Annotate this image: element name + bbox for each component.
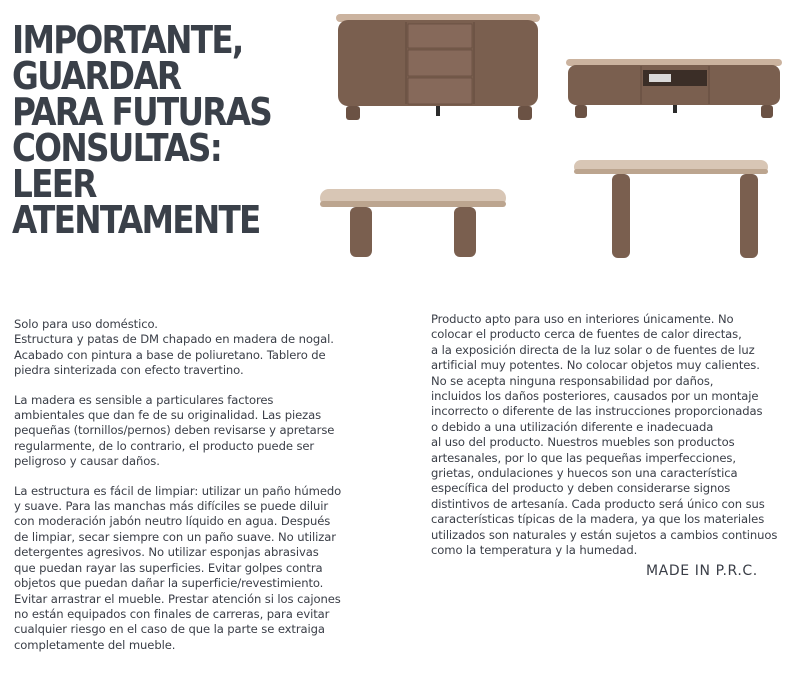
made-in-label: MADE IN P.R.C. bbox=[646, 563, 758, 579]
paragraph-wood bbox=[14, 393, 384, 470]
text-line: al uso del producto. Nuestros muebles son productos bbox=[431, 435, 735, 450]
text-line: utilizados son naturales y están sujetos a cambios continuos bbox=[431, 527, 778, 542]
title-line: PARA FUTURAS bbox=[12, 90, 272, 134]
console-table-image bbox=[572, 158, 770, 262]
text-line: que puedan rayar las superficies. Evitar golpes contra bbox=[14, 560, 323, 575]
text-line: no están equipados con finales de carreras, para evitar bbox=[14, 606, 330, 621]
text-line: regularmente, de lo contrario, el producto puede ser bbox=[14, 438, 315, 453]
text-line: incluidos los daños posteriores, causados por un montaje bbox=[431, 389, 759, 404]
paragraph-cleaning bbox=[14, 484, 384, 653]
text-line: incorrecto o diferente de las instrucciones proporcionadas bbox=[431, 404, 763, 419]
text-line: Solo para uso doméstico. bbox=[14, 317, 158, 331]
sideboard-image bbox=[334, 12, 544, 124]
coffee-table-image bbox=[318, 187, 508, 259]
text-line: piedra sinterizada con efecto travertino. bbox=[14, 363, 244, 378]
title-line: GUARDAR bbox=[12, 54, 181, 98]
text-line: Evitar arrastrar el mueble. Prestar atención si los cajones bbox=[14, 591, 341, 606]
title-line: CONSULTAS: bbox=[12, 126, 222, 170]
text-line: peligroso y causar daños. bbox=[14, 454, 160, 469]
text-line: detergentes agresivos. No utilizar esponjas abrasivas bbox=[14, 545, 319, 560]
text-line: específica del producto y deben considerarse signos bbox=[431, 481, 731, 496]
text-line: La madera es sensible a particulares factores bbox=[14, 392, 274, 407]
text-line: de limpiar, secar siempre con un paño suave. No utilizar bbox=[14, 529, 336, 544]
text-line: pequeñas (tornillos/pernos) deben revisarse y apretarse bbox=[14, 423, 335, 438]
title-line: IMPORTANTE, bbox=[12, 18, 243, 62]
paragraph-usage bbox=[14, 317, 384, 379]
title-line: LEER bbox=[12, 162, 96, 206]
text-line: colocar el producto cerca de fuentes de calor directas, bbox=[431, 327, 742, 342]
warning-title bbox=[12, 18, 312, 242]
text-line: completamente del mueble. bbox=[14, 637, 176, 652]
text-line: a la exposición directa de la luz solar o de fuentes de luz bbox=[431, 342, 755, 357]
text-line: La estructura es fácil de limpiar: utilizar un paño húmedo bbox=[14, 483, 342, 498]
text-line: y suave. Para las manchas más difíciles se puede diluir bbox=[14, 499, 329, 514]
paragraph-indoor-use bbox=[431, 312, 800, 559]
text-line: artificial muy potentes. No colocar objetos muy calientes. bbox=[431, 358, 760, 373]
text-line: distintivos de artesanía. Cada producto será único con sus bbox=[431, 496, 765, 511]
text-line: con moderación jabón neutro líquido en agua. Después bbox=[14, 514, 331, 529]
text-line: No se acepta ninguna responsabilidad por daños, bbox=[431, 373, 714, 388]
text-line: cualquier riesgo en el caso de que la parte se extraiga bbox=[14, 622, 325, 637]
text-line: artesanales, por lo que las pequeñas imperfecciones, bbox=[431, 450, 736, 465]
text-line: grietas, ondulaciones y huecos son una característica bbox=[431, 466, 738, 481]
text-line: objetos que puedan dañar la superficie/revestimiento. bbox=[14, 576, 324, 591]
right-text-column bbox=[431, 312, 800, 573]
text-line: como la temperatura y la humedad. bbox=[431, 543, 638, 558]
text-line: Estructura y patas de DM chapado en madera de nogal. bbox=[14, 332, 334, 347]
text-line: Producto apto para uso en interiores únicamente. No bbox=[431, 312, 734, 326]
text-line: o debido a una utilización diferente e inadecuada bbox=[431, 419, 714, 434]
left-text-column bbox=[14, 317, 384, 667]
title-line: ATENTAMENTE bbox=[12, 198, 260, 242]
tv-unit-image bbox=[565, 58, 783, 122]
text-line: características típicas de la madera, ya que los materiales bbox=[431, 512, 765, 527]
text-line: Acabado con pintura a base de poliuretano. Tablero de bbox=[14, 347, 326, 362]
text-line: ambientales que dan fe de su originalidad. Las piezas bbox=[14, 408, 322, 423]
